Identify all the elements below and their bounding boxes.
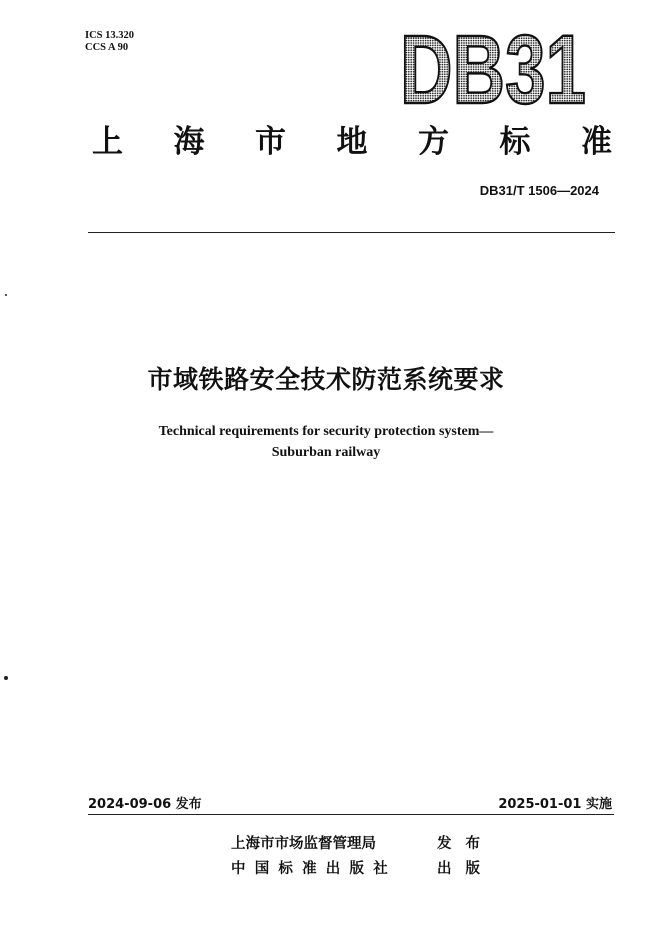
title-chinese: 市域铁路安全技术防范系统要求 xyxy=(147,365,505,394)
issuer-row xyxy=(231,832,494,853)
standard-number: DB31/T 1506—2024 xyxy=(479,183,599,198)
standard-type-char: 方 xyxy=(418,124,449,160)
publisher-row xyxy=(231,857,494,878)
db31-logo xyxy=(398,15,588,124)
issuer-org: 上海市市场监督管理局 xyxy=(231,836,376,852)
footer-divider xyxy=(88,814,614,815)
header-divider xyxy=(88,232,615,233)
title-english-line-1: Technical requirements for security protection system— xyxy=(158,424,494,439)
standard-type-char: 市 xyxy=(255,124,286,160)
scan-speck xyxy=(5,294,7,296)
publisher-action: 出版 xyxy=(437,861,494,877)
standard-type-char: 地 xyxy=(336,124,368,160)
standard-type xyxy=(92,122,612,162)
issuer-action: 发布 xyxy=(437,836,494,852)
implementation-date: 2025-01-01 实施 xyxy=(498,797,612,812)
scan-speck xyxy=(4,676,8,680)
issue-date: 2024-09-06 发布 xyxy=(88,797,202,812)
standard-type-char: 准 xyxy=(581,124,612,160)
title-english xyxy=(0,421,652,463)
standard-type-char: 上 xyxy=(92,124,123,160)
ics-code: ICS 13.320 xyxy=(85,30,135,41)
title-english-line-2: Suburban railway xyxy=(271,445,381,460)
classification-codes xyxy=(85,30,134,54)
logo-text: DB31 xyxy=(400,15,586,124)
publisher-org: 中国标准出版社 xyxy=(231,861,397,877)
standard-type-char: 海 xyxy=(173,124,205,160)
standard-type-char: 标 xyxy=(499,124,531,160)
ccs-code: CCS A 90 xyxy=(85,42,129,53)
